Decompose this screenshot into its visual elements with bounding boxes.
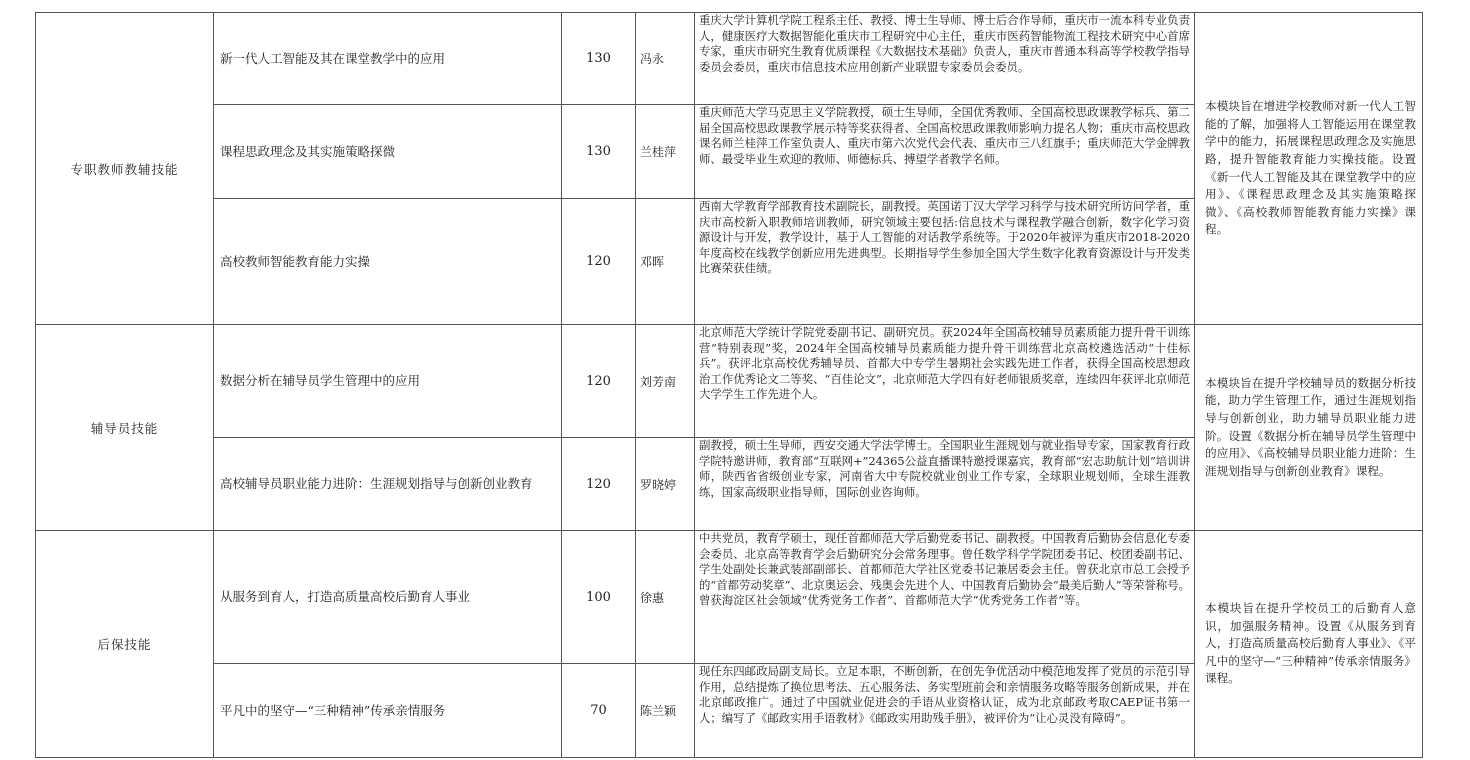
table-row (36, 325, 1423, 438)
course-name: 数据分析在辅导员学生管理中的应用 (214, 325, 562, 438)
teacher-name: 冯永 (636, 13, 695, 105)
teacher-name: 徐惠 (636, 531, 695, 664)
teacher-name: 邓晖 (636, 199, 695, 325)
course-hours: 100 (562, 531, 636, 664)
module-name: 专职教师教辅技能 (36, 13, 214, 325)
course-hours: 120 (562, 325, 636, 438)
table-row (36, 13, 1423, 105)
teacher-intro: 西南大学教育学部教育技术副院长，副教授。英国诺丁汉大学学习科学与技术研究所访问学者，重庆市高校新入职教师培训教师，研究领域主要包括:信息技术与课程教学融合创新，数字化学习资源设计与开发，教学设计，基于人工智能的对话教学系统等。于2020年被评为重庆市2018-2020年度高校在线教学创新应用先进典型。长期指导学生参加全国大学生数字化教育资源设计与开发类比赛荣获佳绩。 (695, 199, 1195, 325)
teacher-intro: 北京师范大学统计学院党委副书记、副研究员。获2024年全国高校辅导员素质能力提升骨干训练营“特别表现”奖，2024年全国高校辅导员素质能力提升骨干训练营北京高校遴选活动“十佳标兵”。获评北京高校优秀辅导员、首都大中专学生暑期社会实践先进工作者，获得全国高校思想政治工作优秀论文二等奖、“百佳论文”，北京师范大学四有好老师银质奖章，连续四年获评北京师范大学学生工作先进个人。 (695, 325, 1195, 438)
table-row (36, 531, 1423, 664)
module-description: 本模块旨在提升学校辅导员的数据分析技能，助力学生管理工作，通过生涯规划指导与创新创业，助力辅导员职业能力进阶。设置《数据分析在辅导员学生管理中的应用》、《高校辅导员职业能力进阶：生涯规划指导与创新创业教育》课程。 (1195, 325, 1423, 531)
module-description: 本模块旨在提升学校员工的后勤育人意识，加强服务精神。设置《从服务到育人，打造高质量高校后勤育人事业》、《平凡中的坚守—“三种精神”传承亲情服务》课程。 (1195, 531, 1423, 758)
teacher-name: 陈兰颖 (636, 664, 695, 758)
teacher-intro: 重庆大学计算机学院工程系主任、教授、博士生导师、博士后合作导师，重庆市一流本科专业负责人，健康医疗大数据智能化重庆市工程研究中心主任，重庆市医药智能物流工程技术研究中心首席专家，重庆市研究生教育优质课程《大数据技术基础》负责人，重庆市普通本科高等学校教学指导委员会委员，重庆市信息技术应用创新产业联盟专家委员会委员。 (695, 13, 1195, 105)
module-name: 辅导员技能 (36, 325, 214, 531)
teacher-intro: 重庆师范大学马克思主义学院教授，硕士生导师，全国优秀教师、全国高校思政课教学标兵、第二届全国高校思政课教学展示特等奖获得者、全国高校思政课教师影响力提名人物；重庆市高校思政课名师兰桂萍工作室负责人、重庆市第六次党代会代表、重庆市三八红旗手；重庆师范大学金牌教师、最受毕业生欢迎的教师、师德标兵、搏望学者教学名师。 (695, 105, 1195, 199)
page (35, 12, 1423, 758)
course-hours: 120 (562, 438, 636, 531)
course-hours: 70 (562, 664, 636, 758)
course-hours: 130 (562, 105, 636, 199)
course-hours: 130 (562, 13, 636, 105)
course-hours: 120 (562, 199, 636, 325)
course-table (35, 12, 1423, 758)
teacher-name: 刘芳南 (636, 325, 695, 438)
course-name: 高校教师智能教育能力实操 (214, 199, 562, 325)
course-name: 新一代人工智能及其在课堂教学中的应用 (214, 13, 562, 105)
module-description: 本模块旨在增进学校教师对新一代人工智能的了解，加强将人工智能运用在课堂教学中的能力，拓展课程思政理念及实施思路，提升智能教育能力实操技能。设置《新一代人工智能及其在课堂教学中的应用》、《课程思政理念及其实施策略探微》、《高校教师智能教育能力实操》课程。 (1195, 13, 1423, 325)
module-name: 后保技能 (36, 531, 214, 758)
teacher-intro: 副教授，硕士生导师，西安交通大学法学博士。全国职业生涯规划与就业指导专家，国家教育行政学院特邀讲师，教育部“互联网+”24365公益直播课特邀授课嘉宾，教育部“宏志助航计划”培训讲师，陕西省省级创业专家，河南省大中专院校就业创业工作专家，全球职业规划师，全球生涯教练，国家高级职业指导师，国际创业咨询师。 (695, 438, 1195, 531)
teacher-intro: 现任东四邮政局副支局长。立足本职，不断创新，在创先争优活动中模范地发挥了党员的示范引导作用，总结提炼了换位思考法、五心服务法、务实型班前会和亲情服务攻略等服务创新成果，并在北京邮政推广。通过了中国就业促进会的手语从业资格认证，成为北京邮政考取CAEP证书第一人；编写了《邮政实用手语教材》《邮政实用助残手册》，被评价为“让心灵没有障碍”。 (695, 664, 1195, 758)
teacher-name: 兰桂萍 (636, 105, 695, 199)
teacher-name: 罗晓婷 (636, 438, 695, 531)
course-name: 课程思政理念及其实施策略探微 (214, 105, 562, 199)
course-name: 高校辅导员职业能力进阶：生涯规划指导与创新创业教育 (214, 438, 562, 531)
teacher-intro: 中共党员，教育学硕士，现任首都师范大学后勤党委书记、副教授。中国教育后勤协会信息化专委会委员、北京高等教育学会后勤研究分会常务理事。曾任数学科学学院团委书记、校团委副书记、学生处副处长兼武装部副部长、首都师范大学社区党委书记兼居委会主任。曾获北京市总工会授予的“首都劳动奖章”、北京奥运会、残奥会先进个人、中国教育后勤协会“最美后勤人”等荣誉称号。曾获海淀区社会领域“优秀党务工作者”、首都师范大学“优秀党务工作者”等。 (695, 531, 1195, 664)
course-name: 平凡中的坚守—“三种精神”传承亲情服务 (214, 664, 562, 758)
course-name: 从服务到育人，打造高质量高校后勤育人事业 (214, 531, 562, 664)
